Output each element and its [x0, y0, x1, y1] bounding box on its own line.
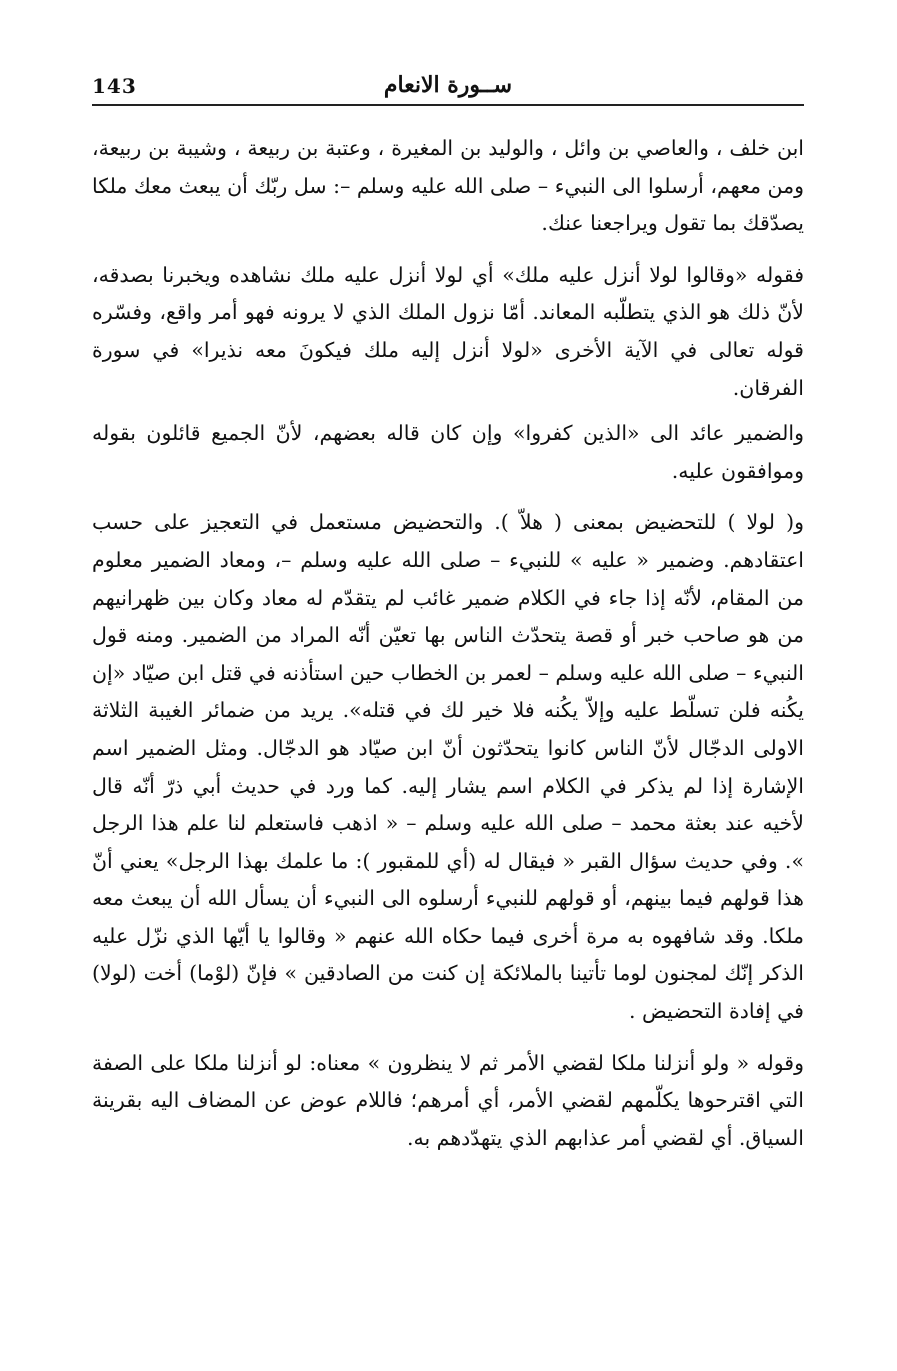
- paragraph-gap: [92, 243, 804, 257]
- paragraph-gap: [92, 407, 804, 415]
- running-title: ســورة الانعام: [383, 72, 513, 98]
- page-header: [92, 70, 804, 104]
- paragraph-gap: [92, 490, 804, 504]
- paragraph-3: والضمير عائد الى «الذين كفروا» وإن كان قاله بعضهم، لأنّ الجميع قائلون بقوله وموافقون عليه.: [92, 421, 804, 483]
- paragraph-1: ابن خلف ، والعاصي بن وائل ، والوليد بن المغيرة ، وعتبة بن ربيعة ، وشيبة بن ربيعة، ومن معهم، أرسلوا الى النبيء – صلى الله عليه وسلم –: سل ربّك أن يبعث معك ملكا يصدّقك بما تقول ويراجعنا عنك.: [92, 136, 804, 236]
- page-number: 143: [92, 74, 137, 98]
- paragraph-2: فقوله «وقالوا لولا أنزل عليه ملك» أي لولا أنزل عليه ملك نشاهده ويخبرنا بصدقه، لأنّ ذلك هو الذي يتطلّبه المعاند. أمّا نزول الملك الذي لا يرونه فهو أمر واقع، وفسّره قوله تعالى في الآية الأخرى «لولا أنزل إليه ملك فيكونَ معه نذيرا» في سورة الفرقان.: [92, 262, 804, 400]
- page-body: [92, 130, 804, 1157]
- paragraph-5: وقوله « ولو أنزلنا ملكا لقضي الأمر ثم لا ينظرون » معناه: لو أنزلنا ملكا على الصفة التي اقترحوها يكلّمهم لقضي الأمر، أي أمرهم؛ فاللام عوض عن المضاف اليه بقرينة السياق. أي لقضي أمر عذابهم الذي يتهدّدهم به.: [92, 1050, 804, 1150]
- paragraph-gap: [92, 1031, 804, 1045]
- header-rule: [92, 104, 804, 106]
- paragraph-4: و( لولا ) للتحضيض بمعنى ( هلاّ ). والتحضيض مستعمل في التعجيز على حسب اعتقادهم. وضمير « عليه » للنبيء – صلى الله عليه وسلم –، ومعاد الضمير معلوم من المقام، لأنّه إذا جاء في الكلام ضمير غائب لم يتقدّم له معاد وكان بين ظهرانيهم من هو صاحب خبر أو قصة يتحدّث الناس بها تعيّن أنّه المراد من الضمير. ومنه قول النبيء – صلى الله عليه وسلم – لعمر بن الخطاب حين استأذنه في قتل ابن صيّاد «إن يكُنه فلن تسلّط عليه وإلاّ يكُنه فلا خير لك في قتله». يريد من ضمائر الغيبة الثلاثة الاولى الدجّال لأنّ الناس كانوا يتحدّثون أنّ ابن صيّاد هو الدجّال. ومثل الضمير اسم الإشارة إذا لم يذكر في الكلام اسم يشار إليه. كما ورد في حديث أبي ذرّ أنّه قال لأخيه عند بعثة محمد – صلى الله عليه وسلم – « اذهب فاستعلم لنا علم هذا الرجل ». وفي حديث سؤال القبر « فيقال له (أي للمقبور ): ما علمك بهذا الرجل» يعني أنّ هذا قولهم فيما بينهم، أو قولهم للنبيء أرسلوه الى النبيء أن يسأل الله أن يبعث معه ملكا. وقد شافهوه به مرة أخرى فيما حكاه الله عنهم « وقالوا يا أيّها الذي نزّل عليه الذكر إنّك لمجنون لوما تأتينا بالملائكة إن كنت من الصادقين » فإنّ (لوْما) أخت (لولا) في إفادة التحضيض .: [92, 510, 804, 1024]
